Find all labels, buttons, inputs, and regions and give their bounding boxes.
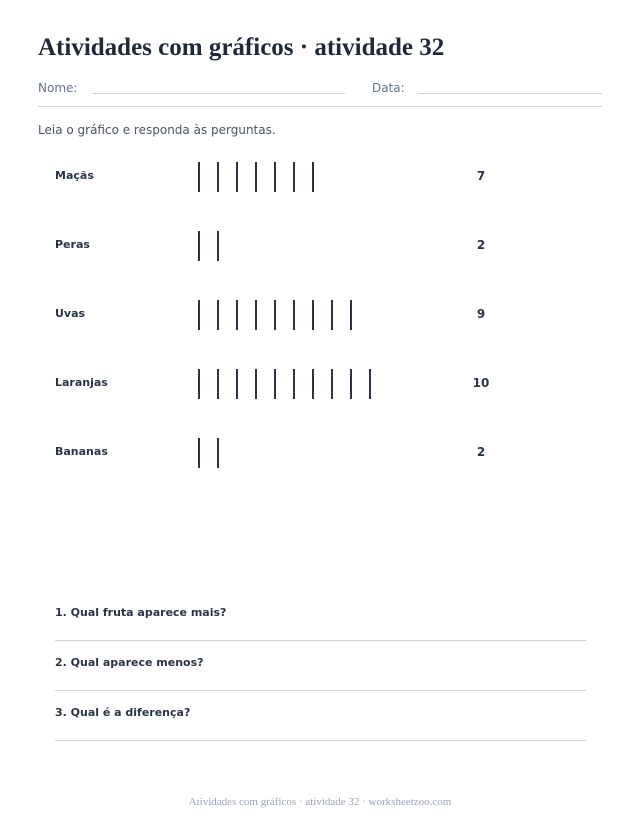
tally-mark	[312, 300, 314, 330]
fruit-count: 9	[476, 307, 486, 321]
tally-row	[0, 296, 640, 336]
tally-mark	[350, 369, 352, 399]
tally-mark	[331, 300, 333, 330]
question-3: 3. Qual é a diferença?	[55, 706, 191, 719]
header-divider	[38, 106, 602, 107]
tally-row	[0, 365, 640, 405]
tally-mark	[293, 300, 295, 330]
date-label: Data:	[372, 81, 405, 95]
tally-mark	[293, 369, 295, 399]
tally-row	[0, 434, 640, 474]
fruit-label: Laranjas	[55, 376, 108, 389]
tally-mark	[236, 369, 238, 399]
tally-mark	[312, 369, 314, 399]
tally-mark	[198, 438, 200, 468]
tally-mark	[274, 300, 276, 330]
tally-mark	[217, 300, 219, 330]
tally-mark	[236, 300, 238, 330]
tally-row	[0, 158, 640, 198]
instruction-text: Leia o gráfico e responda às perguntas.	[38, 123, 276, 137]
tally-mark	[217, 231, 219, 261]
fruit-label: Peras	[55, 238, 90, 251]
tally-mark	[198, 231, 200, 261]
tally-mark	[198, 369, 200, 399]
page-title: Atividades com gráficos · atividade 32	[38, 34, 445, 61]
tally-mark	[255, 162, 257, 192]
tally-mark	[255, 300, 257, 330]
tally-mark	[217, 369, 219, 399]
fruit-count: 2	[476, 445, 486, 459]
tally-mark	[236, 162, 238, 192]
tally-mark	[293, 162, 295, 192]
name-field-line	[92, 93, 345, 94]
answer-line-2[interactable]	[55, 690, 586, 691]
tally-mark	[255, 369, 257, 399]
tally-mark	[217, 438, 219, 468]
tally-mark	[350, 300, 352, 330]
fruit-count: 10	[472, 376, 490, 390]
name-label: Nome:	[38, 81, 78, 95]
question-1: 1. Qual fruta aparece mais?	[55, 606, 227, 619]
tally-row	[0, 227, 640, 267]
tally-mark	[312, 162, 314, 192]
answer-line-1[interactable]	[55, 640, 586, 641]
fruit-label: Bananas	[55, 445, 108, 458]
tally-mark	[331, 369, 333, 399]
tally-mark	[274, 162, 276, 192]
tally-mark	[198, 300, 200, 330]
question-2: 2. Qual aparece menos?	[55, 656, 204, 669]
footer-credit: Atividades com gráficos · atividade 32 · worksheetzoo.com	[188, 796, 452, 808]
tally-mark	[274, 369, 276, 399]
tally-mark	[198, 162, 200, 192]
fruit-count: 2	[476, 238, 486, 252]
fruit-label: Uvas	[55, 307, 86, 320]
fruit-label: Maçãs	[55, 169, 94, 182]
tally-mark	[217, 162, 219, 192]
tally-mark	[369, 369, 371, 399]
answer-line-3[interactable]	[55, 740, 586, 741]
fruit-count: 7	[476, 169, 486, 183]
date-field-line	[418, 93, 602, 94]
